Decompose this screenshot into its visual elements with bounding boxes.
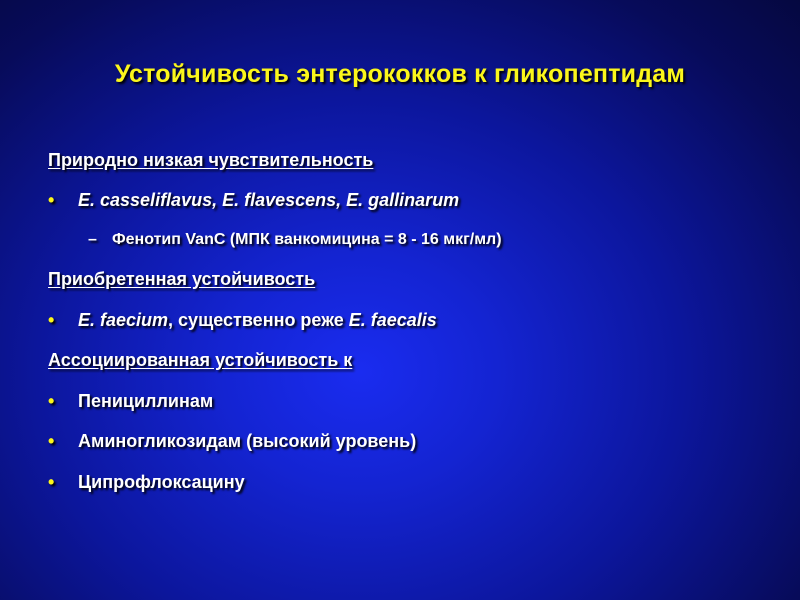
bullet-text	[78, 190, 459, 211]
bullet-icon: •	[48, 472, 55, 492]
species-faecium: E. faecium	[78, 310, 169, 330]
bullet-icon: •	[48, 310, 55, 330]
sub-item-text: Фенотип VanC (МПК ванкомицина = 8 - 16 мкг/мл)	[112, 231, 502, 248]
section-heading-natural-low-sensitivity: Природно низкая чувствительность	[48, 150, 374, 170]
slide-title: Устойчивость энтерококков к гликопептидам	[114, 60, 686, 88]
section-heading-associated-resistance: Ассоциированная устойчивость к	[48, 350, 353, 370]
bullet-icon: •	[48, 190, 55, 210]
bullet-icon: •	[48, 431, 55, 451]
bullet-text	[78, 310, 437, 331]
bullet-text: Пенициллинам	[78, 391, 214, 411]
section-heading-acquired-resistance: Приобретенная устойчивость	[48, 269, 316, 289]
species-names: E. casseliflavus, E. flavescens, E. gallinarum	[78, 190, 460, 210]
dash-icon: –	[88, 231, 97, 248]
bullet-icon: •	[48, 391, 55, 411]
species-faecalis: E. faecalis	[348, 310, 437, 330]
connector-text: , существенно реже	[168, 310, 349, 330]
bullet-text: Аминогликозидам (высокий уровень)	[78, 431, 417, 451]
bullet-text: Ципрофлоксацину	[78, 472, 245, 492]
